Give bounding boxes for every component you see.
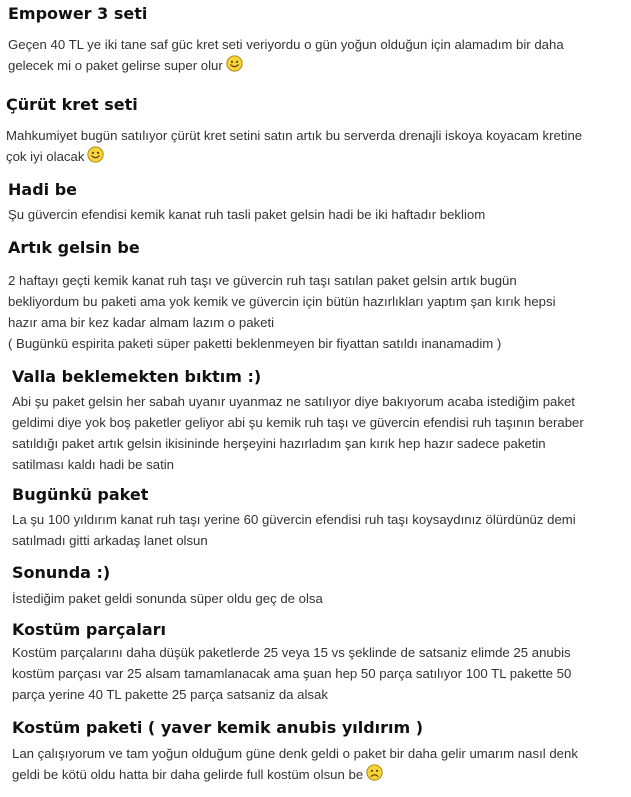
- post-line: parça yerine 40 TL pakette 25 parça satsaniz da alsak: [12, 687, 328, 702]
- post-title: Valla beklemekten bıktım :): [12, 367, 262, 386]
- post-line: kostüm parçası var 25 alsam tamamlanacak ama şuan hep 50 parça satılıyor 100 TL pakette 50: [12, 666, 572, 681]
- smile-icon: [87, 146, 104, 163]
- post-line: çok iyi olacak: [6, 149, 85, 164]
- post-title: Artık gelsin be: [8, 238, 140, 257]
- post-line: 2 haftayı geçti kemik kanat ruh taşı ve güvercin ruh taşı satılan paket gelsin artık bugün: [8, 273, 517, 288]
- post-line: geldi be kötü oldu hatta bir daha gelirde full kostüm olsun be: [12, 767, 364, 782]
- post-line: geldimi diye yok boş paketler geliyor abi şu kemik ruh taşı ve güvercin efendisi ruh taşının beraber: [12, 415, 584, 430]
- smile-icon: [226, 55, 243, 72]
- post-line: bekliyordum bu paketi ama yok kemik ve güvercin için bütün hazırlıkları yaptım şan kırık hepsi: [8, 294, 556, 309]
- sad-icon: [366, 764, 383, 781]
- post-body: [6, 125, 626, 167]
- post-line: Geçen 40 TL ye iki tane saf güc kret seti veriyordu o gün yoğun olduğun için alamadım bir daha: [8, 37, 564, 52]
- post-title: Kostüm parçaları: [12, 620, 166, 639]
- post-line: Abi şu paket gelsin her sabah uyanır uyanmaz ne satılıyor diye bakıyorum acaba istediğim paket: [12, 394, 575, 409]
- post-title: Sonunda :): [12, 563, 111, 582]
- post-line: La şu 100 yıldırım kanat ruh taşı yerine 60 güvercin efendisi ruh taşı koysaydınız ölürdünüz demi: [12, 512, 576, 527]
- post-body: [8, 34, 628, 76]
- post-body: [8, 204, 628, 225]
- post-body: [12, 509, 631, 551]
- post-title: Bugünkü paket: [12, 485, 149, 504]
- post-line: Lan çalışıyorum ve tam yoğun olduğum güne denk geldi o paket bir daha gelir umarım nasıl denk: [12, 746, 578, 761]
- post-line: Mahkumiyet bugün satılıyor çürüt kret setini satın artık bu serverda drenajli iskoya koyacam kretine: [6, 128, 583, 143]
- post-body: [12, 743, 631, 785]
- post-line: Şu güvercin efendisi kemik kanat ruh tasli paket gelsin hadi be iki haftadır bekliom: [8, 207, 486, 222]
- post-line: gelecek mi o paket gelirse super olur: [8, 58, 223, 73]
- post-title: Hadi be: [8, 180, 77, 199]
- post-body: [12, 588, 631, 609]
- post-line: İstediğim paket geldi sonunda süper oldu geç de olsa: [12, 591, 323, 606]
- post-title: Kostüm paketi ( yaver kemik anubis yıldırım ): [12, 718, 424, 737]
- post-title: Çürüt kret seti: [6, 95, 138, 114]
- post-line: hazır ama bir kez kadar almam lazım o paketi: [8, 315, 275, 330]
- post-body: [12, 642, 631, 705]
- post-body: [8, 270, 628, 354]
- post-body: [12, 391, 631, 475]
- post-title: Empower 3 seti: [8, 4, 148, 23]
- post-line: satıldığı paket artık gelsin ikisininde herşeyini hazırladım şan kırık hep hazır sadece paketin: [12, 436, 546, 451]
- post-line: satılmadı gitti arkadaş lanet olsun: [12, 533, 208, 548]
- post-line: Kostüm parçalarını daha düşük paketlerde 25 veya 15 vs şeklinde de satsaniz elimde 25 anubis: [12, 645, 571, 660]
- post-line: satilması kaldı hadi be satin: [12, 457, 174, 472]
- post-line: ( Bugünkü espirita paketi süper paketti beklenmeyen bir fiyattan satıldı inanamadim ): [8, 336, 502, 351]
